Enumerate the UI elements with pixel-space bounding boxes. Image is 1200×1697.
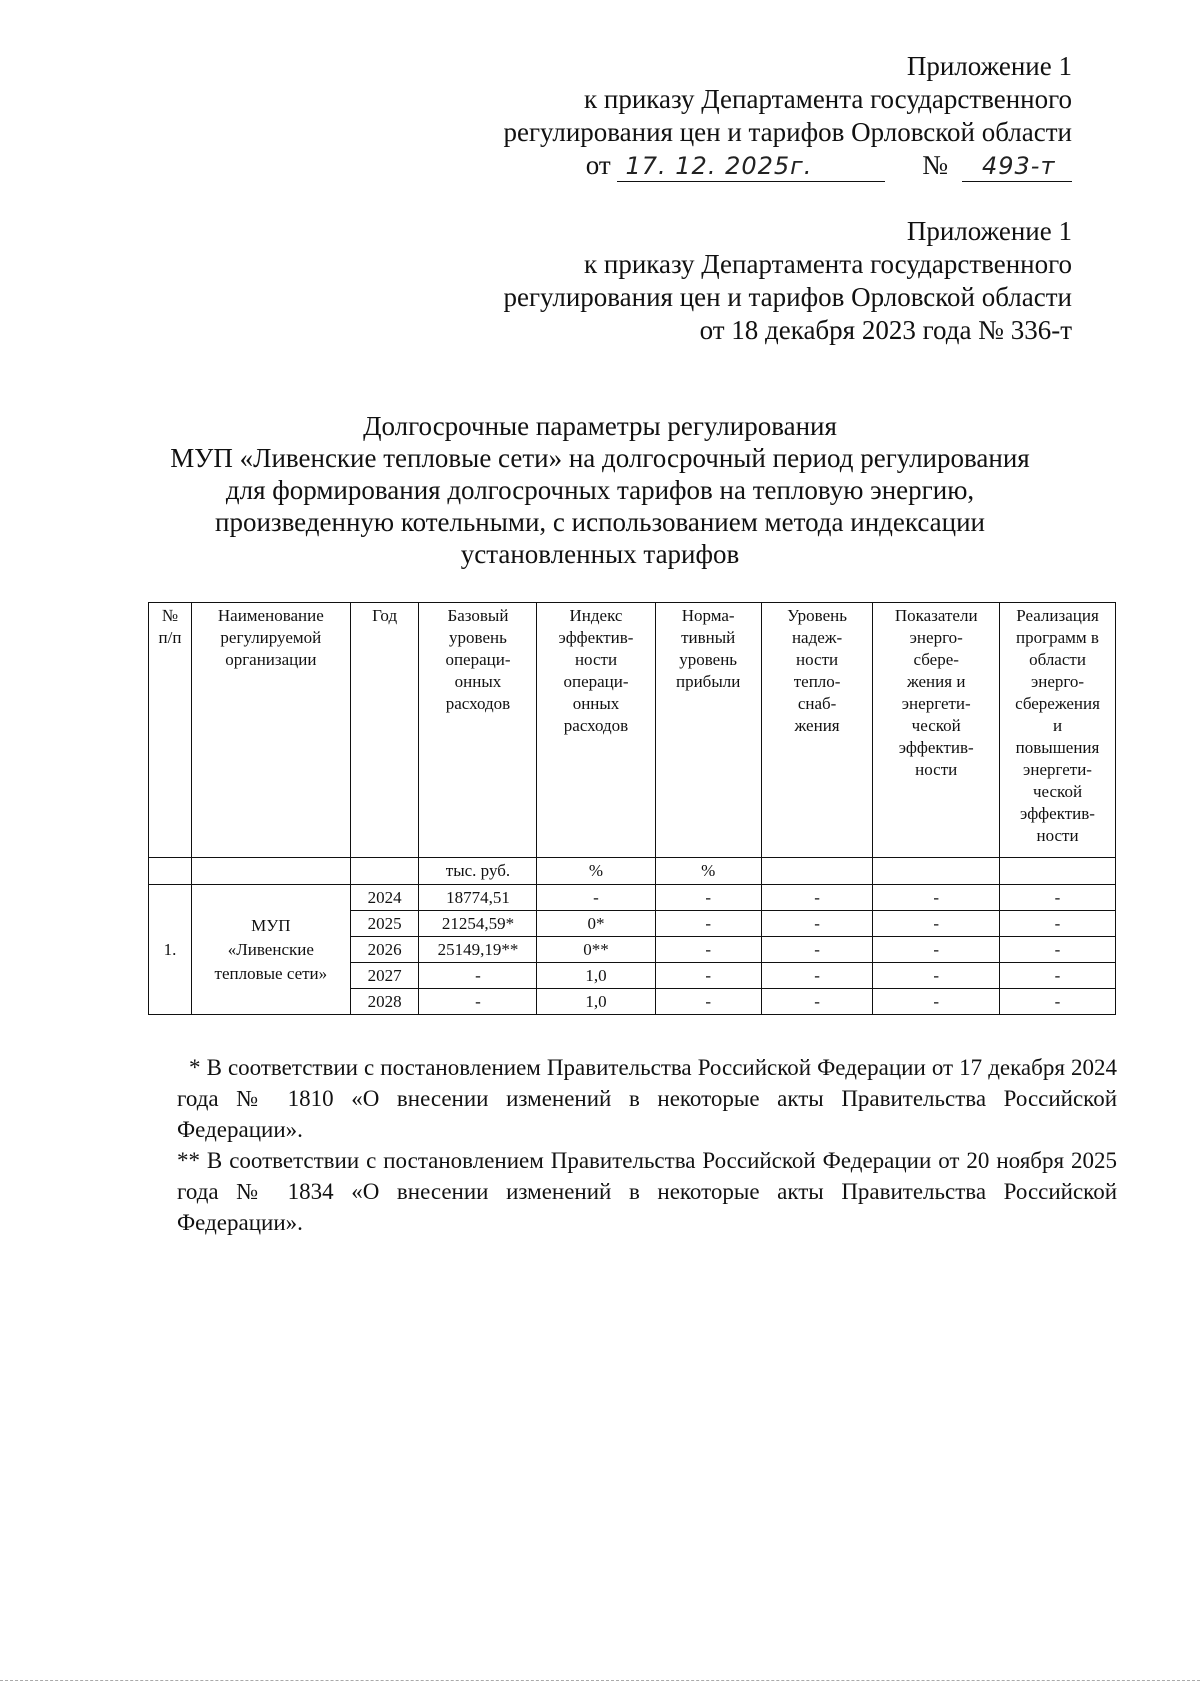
header-cell-efficiency-index: Индекс эффектив- ности операци- онных расходов <box>537 603 655 858</box>
header-cell-number: № п/п <box>149 603 192 858</box>
reliability-cell: - <box>761 885 873 911</box>
header-cell-base-opex: Базовый уровень операци- онных расходов <box>419 603 537 858</box>
base-opex-cell: - <box>419 963 537 989</box>
unit-cell: тыс. руб. <box>419 858 537 885</box>
efficiency-index-cell: 0* <box>537 911 655 937</box>
header-current-appendix <box>503 50 1072 182</box>
energy-saving-cell: - <box>873 911 1000 937</box>
header-cell-reliability: Уровень надеж- ности тепло- снаб- жения <box>761 603 873 858</box>
header-cell-energy-saving: Показатели энерго- сбере- жения и энергети- ческой эффектив- ности <box>873 603 1000 858</box>
appendix-label: Приложение 1 <box>906 216 1072 246</box>
footnotes <box>177 1052 1117 1238</box>
efficiency-index-cell: 1,0 <box>537 989 655 1015</box>
organization-cell: МУП «Ливенские тепловые сети» <box>191 885 350 1015</box>
year-cell: 2026 <box>350 937 419 963</box>
reliability-cell: - <box>761 963 873 989</box>
unit-cell <box>149 858 192 885</box>
year-cell: 2028 <box>350 989 419 1015</box>
profit-level-cell: - <box>655 885 761 911</box>
scan-edge-line <box>0 1680 1200 1681</box>
department-line: регулирования цен и тарифов Орловской области <box>503 117 1072 147</box>
order-date-number-line: от 18 декабря 2023 года № 336-т <box>699 315 1072 345</box>
base-opex-cell: 25149,19** <box>419 937 537 963</box>
efficiency-index-cell: - <box>537 885 655 911</box>
header-cell-profit-level: Норма- тивный уровень прибыли <box>655 603 761 858</box>
profit-level-cell: - <box>655 989 761 1015</box>
programs-cell: - <box>1000 989 1116 1015</box>
profit-level-cell: - <box>655 937 761 963</box>
efficiency-index-cell: 0** <box>537 937 655 963</box>
unit-cell: % <box>537 858 655 885</box>
year-cell: 2027 <box>350 963 419 989</box>
handwritten-order-number: 493-т <box>962 151 1072 182</box>
title-line: установленных тарифов <box>460 539 740 569</box>
document-title <box>150 410 1050 570</box>
order-reference-line: к приказу Департамента государственного <box>584 249 1072 279</box>
reliability-cell: - <box>761 989 873 1015</box>
header-cell-programs: Реализация программ в области энерго- сбережения и повышения энергети- ческой эффектив- ности <box>1000 603 1116 858</box>
title-line: Долгосрочные параметры регулирования <box>363 411 837 441</box>
unit-cell <box>191 858 350 885</box>
number-label: № <box>922 150 948 180</box>
footnote: * В соответствии с постановлением Правительства Российской Федерации от 17 декабря 2024 года № 1810 «О внесении изменений в некоторые акты Правительства Российской Федерации». <box>177 1055 1117 1142</box>
energy-saving-cell: - <box>873 989 1000 1015</box>
table-header-row <box>149 603 1116 858</box>
base-opex-cell: 18774,51 <box>419 885 537 911</box>
energy-saving-cell: - <box>873 963 1000 989</box>
title-line: МУП «Ливенские тепловые сети» на долгосрочный период регулирования <box>170 443 1030 473</box>
department-line: регулирования цен и тарифов Орловской области <box>503 282 1072 312</box>
programs-cell: - <box>1000 885 1116 911</box>
profit-level-cell: - <box>655 911 761 937</box>
unit-cell: % <box>655 858 761 885</box>
energy-saving-cell: - <box>873 937 1000 963</box>
programs-cell: - <box>1000 963 1116 989</box>
efficiency-index-cell: 1,0 <box>537 963 655 989</box>
profit-level-cell: - <box>655 963 761 989</box>
year-cell: 2025 <box>350 911 419 937</box>
unit-cell <box>1000 858 1116 885</box>
title-line: для формирования долгосрочных тарифов на тепловую энергию, <box>225 475 975 505</box>
unit-cell <box>350 858 419 885</box>
order-reference-line: к приказу Департамента государственного <box>584 84 1072 114</box>
regulation-parameters-table <box>148 602 1116 1015</box>
unit-cell <box>761 858 873 885</box>
table-row <box>149 885 1116 911</box>
row-number-cell: 1. <box>149 885 192 1015</box>
footnote: ** В соответствии с постановлением Правительства Российской Федерации от 20 ноября 2025 года № 1834 «О внесении изменений в некоторые акты Правительства Российской Федерации». <box>177 1148 1117 1235</box>
header-cell-organization: Наименование регулируемой организации <box>191 603 350 858</box>
reliability-cell: - <box>761 937 873 963</box>
base-opex-cell: - <box>419 989 537 1015</box>
handwritten-date: 17. 12. 2025г. <box>617 151 885 182</box>
unit-cell <box>873 858 1000 885</box>
title-line: произведенную котельными, с использованием метода индексации <box>215 507 985 537</box>
appendix-label: Приложение 1 <box>906 51 1072 81</box>
base-opex-cell: 21254,59* <box>419 911 537 937</box>
year-cell: 2024 <box>350 885 419 911</box>
energy-saving-cell: - <box>873 885 1000 911</box>
header-previous-appendix <box>503 215 1072 347</box>
header-cell-year: Год <box>350 603 419 858</box>
date-prefix: от <box>585 150 611 180</box>
table-units-row <box>149 858 1116 885</box>
programs-cell: - <box>1000 911 1116 937</box>
order-date-number-line <box>503 149 1072 182</box>
programs-cell: - <box>1000 937 1116 963</box>
reliability-cell: - <box>761 911 873 937</box>
